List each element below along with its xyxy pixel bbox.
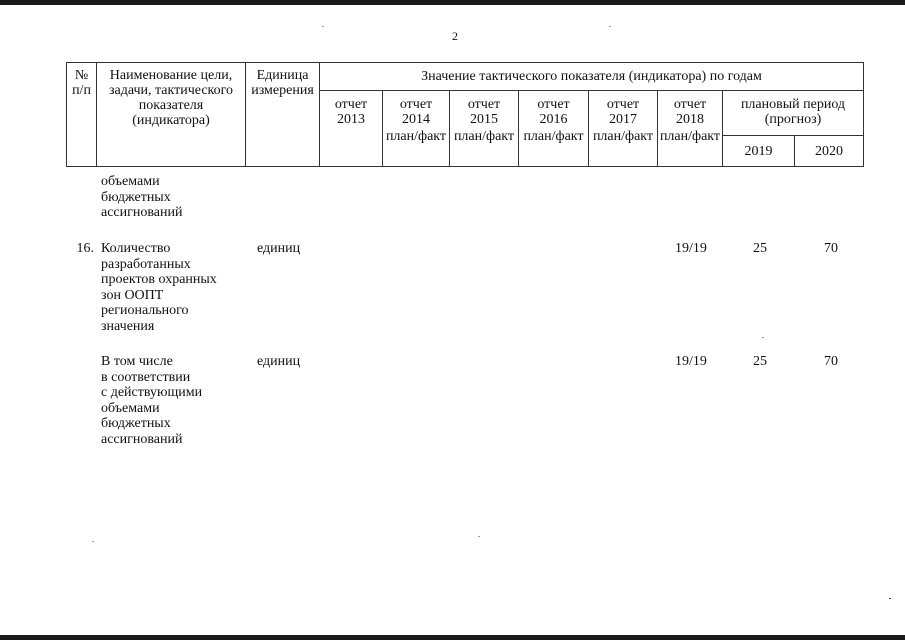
table-row-16-unit: единиц xyxy=(257,241,301,256)
header-year-label: отчет xyxy=(399,97,433,112)
header-year-label: отчет xyxy=(537,97,570,112)
scan-speck xyxy=(92,541,94,542)
scan-speck xyxy=(478,536,480,537)
row-name-line: Количество xyxy=(101,241,171,256)
header-year-2013 xyxy=(319,90,383,167)
scan-speck xyxy=(762,337,764,338)
row-name-line: ассигнований xyxy=(101,431,183,447)
scan-speck xyxy=(609,26,611,27)
table-row-subitem-unit: единиц xyxy=(257,354,301,369)
row-name-line: ассигнований xyxy=(101,205,183,220)
table-row-continuation-name xyxy=(101,174,182,221)
table-row-subitem-name xyxy=(101,354,202,447)
header-year-label: отчет xyxy=(467,97,501,112)
header-year-value: 2014 xyxy=(402,112,430,127)
header-year-sub: план/факт xyxy=(659,129,721,144)
table-row-16-value-2019: 25 xyxy=(753,241,767,256)
header-col-unit-line-1: Единица xyxy=(256,68,309,83)
header-plan-period-line-1: плановый период xyxy=(740,97,846,112)
row-name-line: в соответствии xyxy=(101,369,191,385)
header-col-unit xyxy=(245,62,320,167)
header-year-2017 xyxy=(588,90,658,167)
header-year-sub: план/факт xyxy=(453,129,515,144)
scan-speck xyxy=(889,598,891,599)
header-plan-period-line-2: (прогноз) xyxy=(764,112,822,127)
table-row-subitem-value-2019: 25 xyxy=(753,354,767,369)
header-year-value: 2018 xyxy=(676,112,704,127)
table-row-subitem-value-2020: 70 xyxy=(824,354,838,369)
header-col-name xyxy=(96,62,246,167)
row-name-line: с действующими xyxy=(101,385,203,400)
table-row-16-value-2018: 19/19 xyxy=(675,241,707,256)
table-row-subitem-value-2018: 19/19 xyxy=(675,354,707,369)
header-year-value: 2016 xyxy=(539,112,568,127)
header-col-name-line-4: (индикатора) xyxy=(132,113,210,128)
header-plan-year-2020 xyxy=(794,135,864,167)
table-header xyxy=(66,62,864,167)
scan-edge-top xyxy=(0,0,905,5)
header-year-2018 xyxy=(657,90,723,167)
header-col-name-line-1: Наименование цели, xyxy=(109,68,233,83)
row-name-line: бюджетных xyxy=(101,189,171,205)
table-row-number: 16. xyxy=(76,241,94,256)
row-name-line: объемами xyxy=(101,174,160,189)
header-year-2015 xyxy=(449,90,519,167)
header-col-name-line-2: задачи, тактического xyxy=(108,83,234,98)
scan-speck xyxy=(322,26,324,27)
header-col-number-line-1: № xyxy=(74,68,89,83)
row-name-line: значения xyxy=(101,318,155,334)
header-year-label: отчет xyxy=(334,97,368,112)
row-name-line: В том числе xyxy=(101,354,173,369)
header-col-number-line-2: п/п xyxy=(72,83,91,98)
header-year-2014 xyxy=(382,90,450,167)
table-row-16-name xyxy=(101,241,217,334)
header-year-sub: план/факт xyxy=(592,129,654,144)
header-year-label: отчет xyxy=(606,97,640,112)
row-name-line: бюджетных xyxy=(101,416,171,431)
header-col-unit-line-2: измерения xyxy=(251,83,314,98)
page-number: 2 xyxy=(452,29,458,43)
header-values-title-text: Значение тактического показателя (индикатора) по годам xyxy=(421,69,762,84)
header-plan-year-value: 2019 xyxy=(744,144,773,159)
header-col-number xyxy=(66,62,97,167)
header-year-value: 2017 xyxy=(609,112,637,127)
header-col-name-line-3: показателя xyxy=(138,98,204,113)
header-values-title xyxy=(319,62,864,91)
header-plan-year-value: 2020 xyxy=(815,144,843,159)
header-year-2016 xyxy=(518,90,589,167)
row-name-line: объемами xyxy=(101,400,160,416)
header-year-value: 2013 xyxy=(337,112,365,127)
row-name-line: зон ООПТ xyxy=(101,287,164,303)
header-plan-year-2019 xyxy=(722,135,795,167)
row-name-line: регионального xyxy=(101,303,189,318)
header-year-value: 2015 xyxy=(470,112,498,127)
header-year-label: отчет xyxy=(673,97,707,112)
row-name-line: проектов охранных xyxy=(101,272,217,287)
row-name-line: разработанных xyxy=(101,256,191,272)
header-plan-period xyxy=(722,90,864,136)
table-row-16-value-2020: 70 xyxy=(824,241,838,256)
header-year-sub: план/факт xyxy=(523,129,584,144)
header-year-sub: план/факт xyxy=(385,129,447,144)
scan-edge-bottom xyxy=(0,635,905,640)
